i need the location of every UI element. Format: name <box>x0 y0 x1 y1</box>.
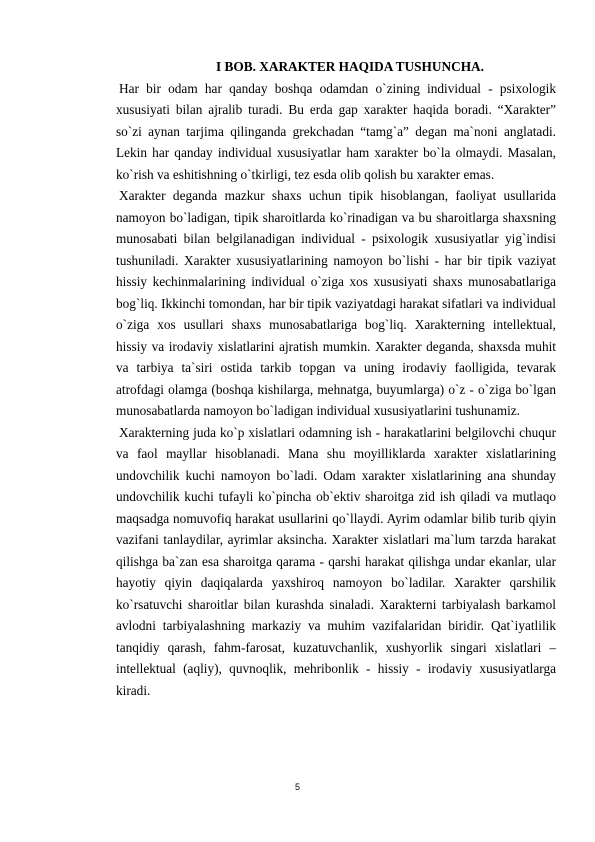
paragraph-1: Har bir odam har qanday boshqa odamdan o`zining individual - psixologik xususiyati bilan ajralib turadi. Bu erda gap xarakter haqida boradi. “Xarakter” so`zi aynan tarjima qilinganda grekchadan “tamg`a” degan ma`noni anglatadi. Lekin har qanday individual xususiyatlar ham xarakter bo`la olmaydi. Masalan, ko`rish va eshitishning o`tkirligi, tez esda olib qolish bu xarakter emas. <box>116 80 556 182</box>
page-body <box>116 56 556 701</box>
paragraph-2: Xarakter deganda mazkur shaxs uchun tipik hisoblangan, faoliyat usullarida namoyon bo`ladigan, tipik sharoitlarda ko`rinadigan va bu sharoitlarga shaxsning munosabati bilan belgilanadigan individual - psixologik xususiyatlar yig`indisi tushuniladi. Xarakter xususiyatlarining namoyon bo`lishi - har bir tipik vaziyat hissiy kechinmalarining individual o`ziga xos xususiyati shaxs munosabatlariga bog`liq. Ikkinchi tomondan, har bir tipik vaziyatdagi harakat sifatlari va individual o`ziga xos usullari shaxs munosabatlariga bog`liq. Xarakterning intellektual, hissiy va irodaviy xislatlarini ajratish mumkin. Xarakter deganda, shaxsda muhit va tarbiya ta`siri ostida tarkib topgan va uning irodaviy faolligida, tevarak atrofdagi olamga (boshqa kishilarga, mehnatga, buyumlarga) o`z - o`ziga bo`lgan munosabatlarda namoyon bo`ladigan individual xususiyatlarini tushunamiz. <box>116 188 556 418</box>
page-number: 5 <box>294 782 300 792</box>
chapter-heading: I BOB. XARAKTER HAQIDA TUSHUNCHA. <box>216 59 484 74</box>
paragraph-3: Xarakterning juda ko`p xislatlari odamning ish - harakatlarini belgilovchi chuqur va faol mayllar hisoblanadi. Mana shu moyilliklarda xarakter xislatlarining undovchilik kuchi namoyon bo`ladi. Odam xarakter xislatlarining ana shunday undovchilik kuchi tufayli ko`pincha ob`ektiv sharoitga zid ish qiladi va mutlaqo maqsadga nomuvofiq harakat usullarini qo`llaydi. Ayrim odamlar bilib turib qiyin vazifani tanlaydilar, ayrimlar aksincha. Xarakter xislatlari ma`lum tarzda harakat qilishga ba`zan esa sharoitga qarama - qarshi harakat qilishga undar ekanlar, ular hayotiy qiyin daqiqalarda yaxshiroq namoyon bo`ladilar. Xarakter qarshilik ko`rsatuvchi sharoitlar bilan kurashda sinaladi. Xarakterni tarbiyalash barkamol avlodni tarbiyalashning markaziy va muhim vazifalaridan biridir. Qat`iyatlilik tanqidiy qarash, fahm-farosat, kuzatuvchanlik, xushyorlik singari xislatlari – intellektual (aqliy), quvnoqlik, mehribonlik - hissiy - irodaviy xususiyatlarga kiradi. <box>116 424 556 698</box>
